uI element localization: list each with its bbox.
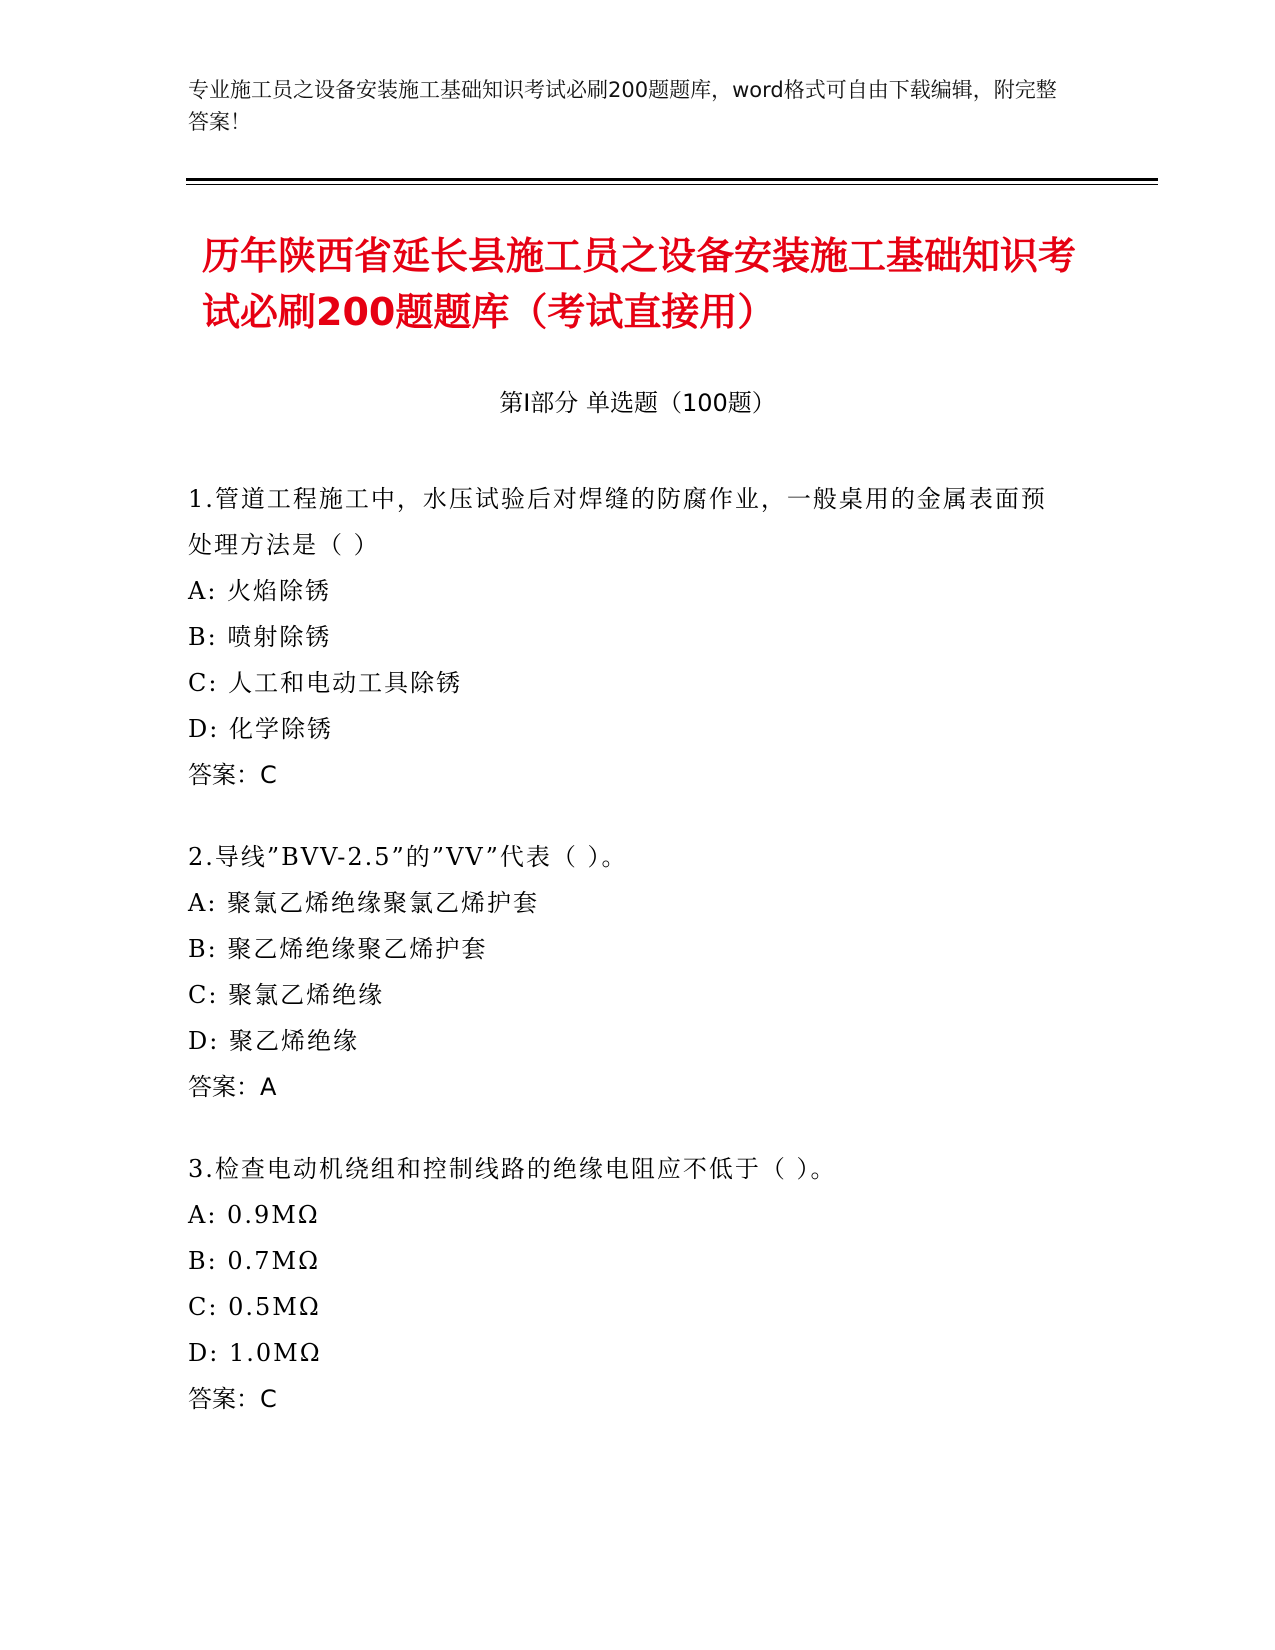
option-b: B: 喷射除锈 — [188, 623, 332, 651]
header-rule-thick — [186, 178, 1158, 181]
option-d: D: 1.0MΩ — [188, 1339, 322, 1367]
option-c: C: 人工和电动工具除锈 — [188, 669, 463, 697]
question-stem: 1.管道工程施工中，水压试验后对焊缝的防腐作业，一般桌用的金属表面预处理方法是（ ） — [188, 485, 1047, 559]
question-3 — [188, 1146, 1068, 1422]
header-note: 专业施工员之设备安装施工基础知识考试必刷200题题库，word格式可自由下载编辑，附完整答案！ — [188, 78, 1057, 134]
section-title: 第Ⅰ部分 单选题（100题） — [499, 389, 776, 417]
option-b: B: 聚乙烯绝缘聚乙烯护套 — [188, 935, 488, 963]
question-stem: 3.检查电动机绕组和控制线路的绝缘电阻应不低于（ ）。 — [188, 1155, 837, 1183]
option-a: A: 聚氯乙烯绝缘聚氯乙烯护套 — [188, 889, 540, 917]
question-list — [188, 476, 1068, 1458]
option-b: B: 0.7MΩ — [188, 1247, 320, 1275]
document-title: 历年陕西省延长县施工员之设备安装施工基础知识考试必刷200题题库（考试直接用） — [202, 234, 1077, 334]
option-c: C: 聚氯乙烯绝缘 — [188, 981, 385, 1009]
question-stem: 2.导线”BVV-2.5”的”VV”代表（ ）。 — [188, 843, 628, 871]
answer: 答案：C — [188, 761, 277, 789]
header-rule-thin — [186, 184, 1158, 185]
question-1 — [188, 476, 1068, 798]
question-2 — [188, 834, 1068, 1110]
option-c: C: 0.5MΩ — [188, 1293, 321, 1321]
option-a: A: 0.9MΩ — [188, 1201, 320, 1229]
option-d: D: 聚乙烯绝缘 — [188, 1027, 359, 1055]
answer: 答案：A — [188, 1073, 277, 1101]
answer: 答案：C — [188, 1385, 277, 1413]
option-d: D: 化学除锈 — [188, 715, 333, 743]
option-a: A: 火焰除锈 — [188, 577, 332, 605]
